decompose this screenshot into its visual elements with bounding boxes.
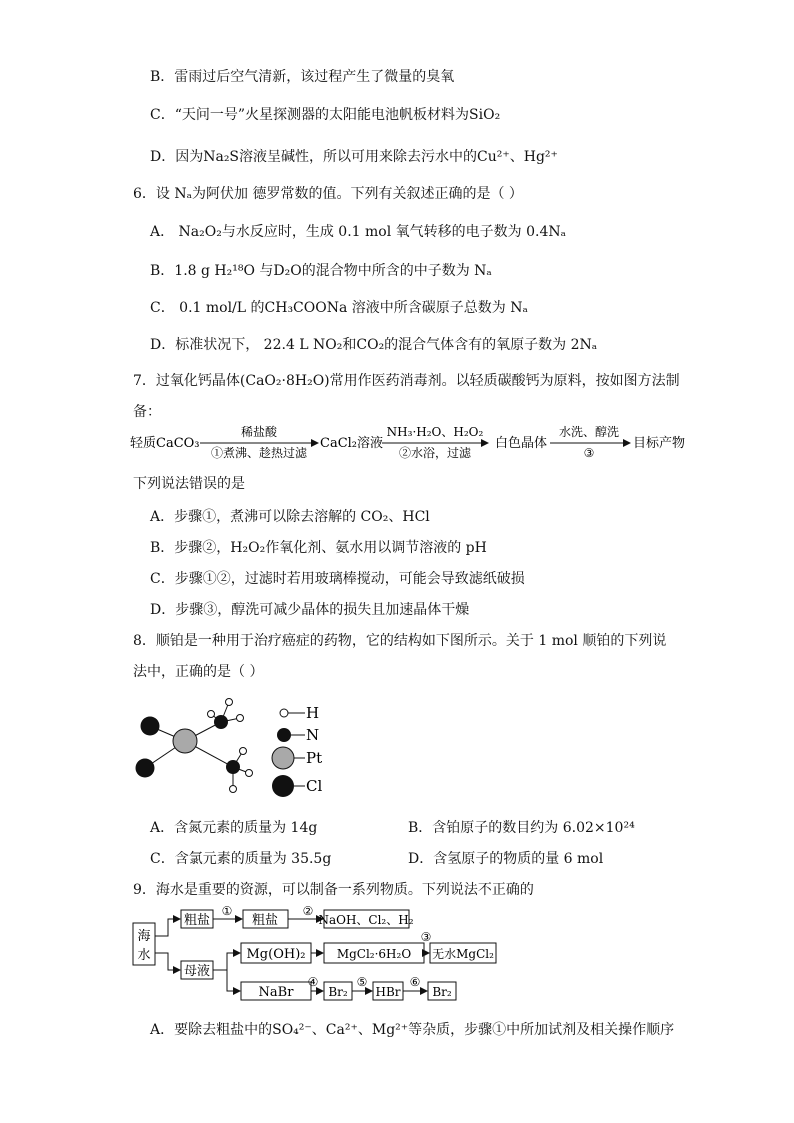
q6-option-a: A． Na₂O₂与水反应时，生成 0.1 mol 氧气转移的电子数为 0.4Nₐ: [150, 224, 567, 240]
q7-stem-line2: 备：: [133, 404, 161, 420]
flow-seawater-2: 水: [137, 948, 151, 963]
q8-option-d: D．含氢原子的物质的量 6 mol: [408, 851, 604, 867]
h-atom: [208, 711, 215, 718]
q7-flow-diagram: [130, 422, 700, 466]
q7-option-d: D．步骤③，醇洗可减少晶体的损失且加速晶体干燥: [150, 602, 470, 618]
flow-seawater-1: 海: [137, 929, 151, 944]
flow-step5: ⑤: [356, 975, 368, 989]
q9-stem: 9．海水是重要的资源，可以制备一系列物质。下列说法不正确的: [133, 882, 534, 898]
q8-option-b: B．含铂原子的数目约为 6.02×10²⁴: [408, 820, 635, 836]
flow-arrow2-top: NH₃·H₂O、H₂O₂: [386, 425, 484, 439]
legend-h-symbol: [280, 709, 288, 717]
flow-step3: ③: [420, 930, 432, 944]
flow-step4: ④: [307, 975, 319, 989]
legend-pt-label: Pt: [306, 749, 323, 767]
flow-anhydrous-mgcl2: 无水MgCl₂: [432, 947, 494, 961]
q7-option-c: C．步骤①②，过滤时若用玻璃棒搅动，可能会导致滤纸破损: [150, 571, 525, 587]
h-atom: [230, 786, 237, 793]
flow-mid1: CaCl₂溶液: [320, 436, 384, 451]
h-atom: [246, 770, 253, 777]
flow-mid2: 白色晶体: [495, 436, 548, 451]
q6-option-d: D．标准状况下， 22.4 L NO₂和CO₂的混合气体含有的氧原子数为 2Nₐ: [150, 337, 598, 353]
n-atom: [214, 715, 228, 729]
cl-atom: [141, 717, 160, 736]
q5-option-d: D．因为Na₂S溶液呈碱性，所以可用来除去污水中的Cu²⁺、Hg²⁺: [150, 149, 558, 165]
legend-n-label: N: [306, 726, 320, 744]
flow-start: 轻质CaCO₃: [130, 436, 200, 451]
flow-step6: ⑥: [409, 975, 421, 989]
pt-atom: [173, 729, 197, 753]
flow-nabr: NaBr: [258, 985, 294, 1000]
q7-ask: 下列说法错误的是: [133, 476, 245, 492]
flow-mother-liquor: 母液: [183, 964, 211, 979]
q6-stem: 6．设 Nₐ为阿伏加 德罗常数的值。下列有关叙述正确的是（ ）: [133, 186, 523, 202]
flow-arrow3-bottom: ③: [583, 446, 595, 460]
h-atom: [237, 715, 244, 722]
cl-atom: [136, 759, 155, 778]
q5-option-b: B．雷雨过后空气清新，该过程产生了微量的臭氧: [150, 69, 455, 85]
flow-arrow3-top: 水洗、醇洗: [558, 425, 620, 439]
flow-arrow1-bottom: ①煮沸、趁热过滤: [210, 446, 308, 460]
flow-product1: NaOH、Cl₂、H₂: [318, 913, 414, 927]
flow-crude-salt-2: 粗盐: [251, 913, 279, 928]
q8-option-c: C．含氯元素的质量为 35.5g: [150, 851, 332, 867]
h-atom: [226, 699, 233, 706]
q7-stem-line1: 7．过氧化钙晶体(CaO₂·8H₂O)常用作医药消毒剂。以轻质碳酸钙为原料，按如图方法制: [133, 373, 680, 389]
flow-end: 目标产物: [633, 436, 686, 451]
legend-n-symbol: [277, 728, 291, 742]
q5-option-c: C．“天问一号”火星探测器的太阳能电池帆板材料为SiO₂: [150, 107, 501, 123]
legend-cl-symbol: [272, 775, 294, 797]
flow-mgoh2: Mg(OH)₂: [246, 947, 306, 962]
legend-cl-label: Cl: [306, 777, 323, 795]
flow-arrow1-top: 稀盐酸: [240, 425, 278, 439]
flow-br2-b: Br₂: [432, 985, 452, 999]
n-atom: [226, 760, 240, 774]
flow-step1: ①: [221, 904, 233, 918]
q7-option-b: B．步骤②，H₂O₂作氧化剂、氨水用以调节溶液的 pH: [150, 540, 487, 556]
cisplatin-structure: [125, 690, 345, 805]
q8-option-a: A．含氮元素的质量为 14g: [150, 820, 318, 836]
h-atom: [240, 748, 247, 755]
legend-h-label: H: [306, 704, 320, 722]
flow-br2-a: Br₂: [328, 985, 348, 999]
flow-hbr: HBr: [375, 985, 401, 999]
q8-stem-line2: 法中，正确的是（ ）: [133, 664, 264, 680]
q8-stem-line1: 8．顺铂是一种用于治疗癌症的药物，它的结构如下图所示。关于 1 mol 顺铂的下列说: [133, 633, 667, 649]
q6-option-c: C． 0.1 mol/L 的CH₃COONa 溶液中所含碳原子总数为 Nₐ: [150, 300, 528, 316]
q9-option-a: A．要除去粗盐中的SO₄²⁻、Ca²⁺、Mg²⁺等杂质，步骤①中所加试剂及相关操作顺序: [150, 1022, 675, 1038]
flow-arrow2-bottom: ②水浴，过滤: [398, 446, 472, 460]
q9-flow-diagram: [130, 903, 510, 1008]
q6-option-b: B．1.8 g H₂¹⁸O 与D₂O的混合物中所含的中子数为 Nₐ: [150, 263, 492, 279]
q7-option-a: A．步骤①，煮沸可以除去溶解的 CO₂、HCl: [150, 509, 430, 525]
flow-step2: ②: [302, 904, 314, 918]
flow-mgcl2-hydrate: MgCl₂·6H₂O: [336, 947, 412, 961]
legend-pt-symbol: [272, 747, 294, 769]
flow-crude-salt: 粗盐: [183, 913, 211, 928]
